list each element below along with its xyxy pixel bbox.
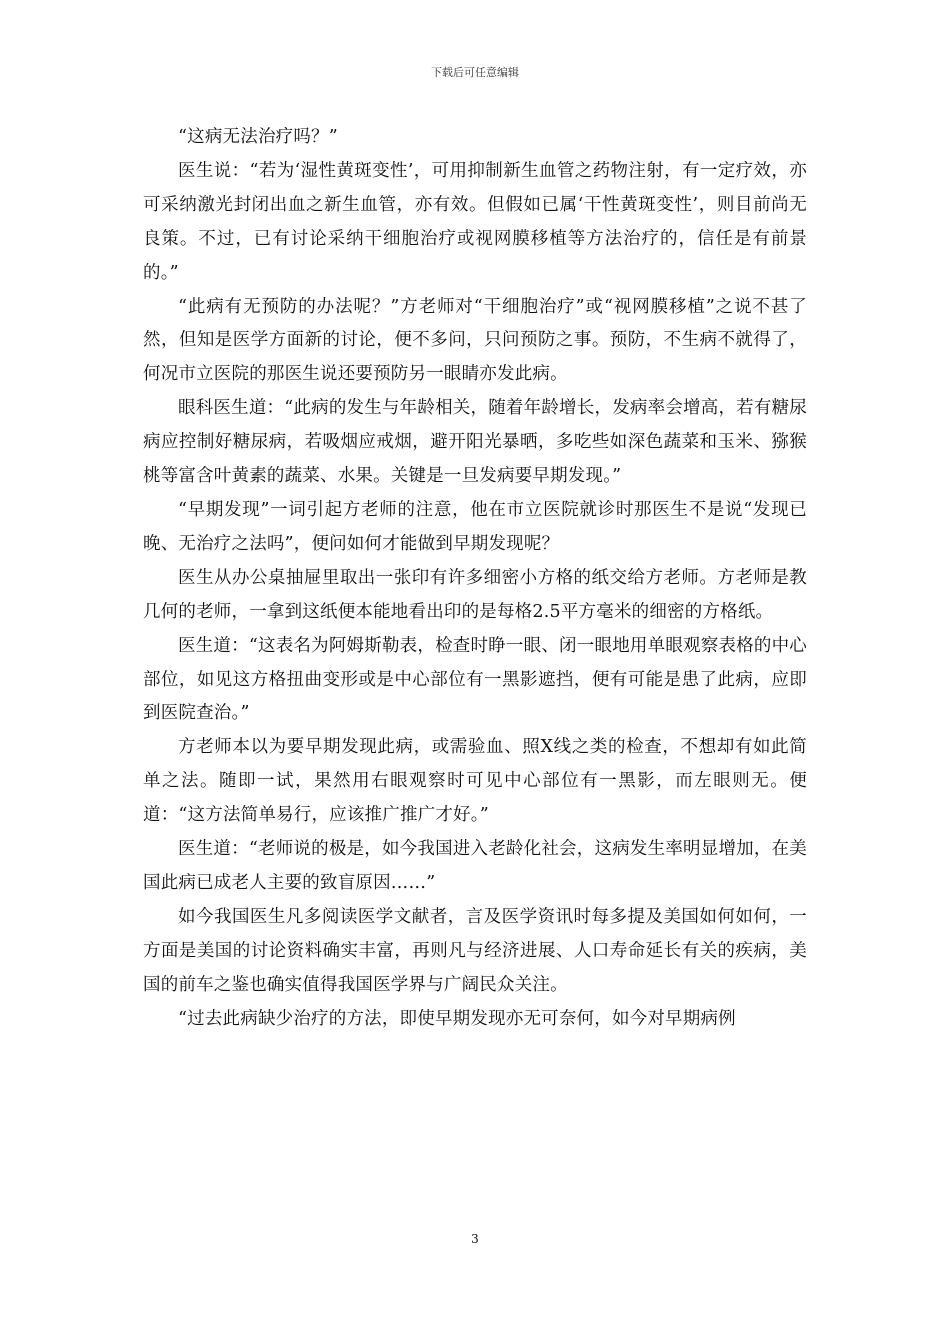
paragraph: 医生从办公桌抽屉里取出一张印有许多细密小方格的纸交给方老师。方老师是教几何的老师，一拿到这纸便本能地看出印的是每格2.5平方毫米的细密的方格纸。 — [143, 567, 807, 622]
paragraph: 如今我国医生凡多阅读医学文献者，言及医学资讯时每多提及美国如何如何，一方面是美国的讨论资料确实丰富，再则凡与经济进展、人口寿命延长有关的疾病，美国的前车之鉴也确实值得我国医学界与广阔民众关注。 — [143, 906, 807, 995]
paragraph: 医生说：“若为‘湿性黄斑变性’，可用抑制新生血管之药物注射，有一定疗效，亦可采纳激光封闭出血之新生血管，亦有效。但假如已属‘干性黄斑变性’，则目前尚无良策。不过，已有讨论采纳干细胞治疗或视网膜移植等方法治疗的，信任是有前景的。” — [143, 160, 807, 283]
paragraph: 医生道：“这表名为阿姆斯勒表，检查时睁一眼、闭一眼地用单眼观察表格的中心部位，如见这方格扭曲变形或是中心部位有一黑影遮挡，便有可能是患了此病，应即到医院查治。” — [143, 635, 807, 724]
paragraph: “过去此病缺少治疗的方法，即使早期发现亦无可奈何，如今对早期病例 — [178, 1008, 736, 1029]
paragraph: “此病有无预防的办法呢？”方老师对“干细胞治疗”或“视网膜移植”之说不甚了然，但知是医学方面新的讨论，便不多问，只问预防之事。预防，不生病不就得了，何况市立医院的那医生说还要预防另一眼睛亦发此病。 — [143, 296, 807, 385]
page-header: 下载后可任意编辑 — [431, 66, 519, 79]
page-number: 3 — [471, 1232, 479, 1246]
paragraph: “早期发现”一词引起方老师的注意，他在市立医院就诊时那医生不是说“发现已晚、无治疗之法吗”，便问如何才能做到早期发现呢？ — [143, 499, 807, 554]
paragraph: 眼科医生道：“此病的发生与年龄相关，随着年龄增长，发病率会增高，若有糖尿病应控制好糖尿病，若吸烟应戒烟，避开阳光暴晒，多吃些如深色蔬菜和玉米、猕猴桃等富含叶黄素的蔬菜、水果。关键是一旦发病要早期发现。” — [143, 398, 807, 487]
paragraph: “这病无法治疗吗？” — [178, 127, 338, 147]
paragraph: 医生道：“老师说的极是，如今我国进入老龄化社会，这病发生率明显增加，在美国此病已成老人主要的致盲原因……” — [143, 839, 807, 893]
paragraph: 方老师本以为要早期发现此病，或需验血、照X线之类的检查，不想却有如此简单之法。随即一试，果然用右眼观察时可见中心部位有一黑影，而左眼则无。便道：“这方法简单易行，应该推广推广才好。” — [143, 737, 807, 826]
body-text — [143, 121, 807, 1036]
